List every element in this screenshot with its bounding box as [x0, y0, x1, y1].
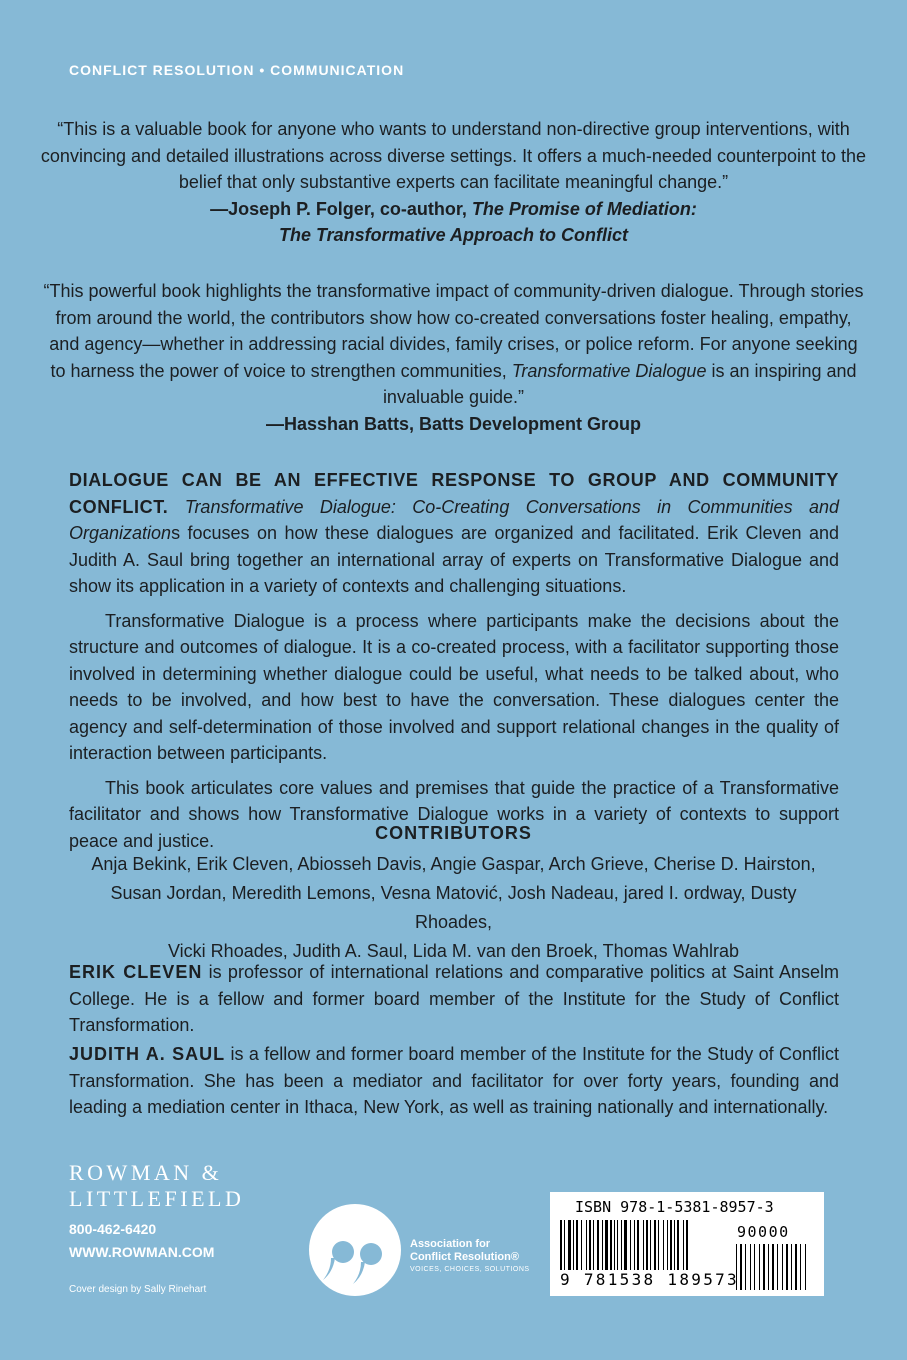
- endorsement-quote-1: [40, 116, 867, 249]
- author-bio-text-saul: is a fellow and former board member of the Institute for the Study of Conflict Transformation. She has been a mediator and facilitator for over forty years, founding and leading a mediation center in Ithaca, New York, as well as training nationally and internationally.: [69, 1044, 839, 1117]
- barcode-bar: [683, 1220, 684, 1270]
- publisher-phone: 800-462-6420: [69, 1221, 157, 1237]
- description-paragraph-2: Transformative Dialogue is a process where participants make the decisions about the structure and outcomes of dialogue. It is a co-created process, with a facilitator supporting those involved in determining whether dialogue could be useful, what needs to be talked about, who needs to be involved, and how best to have the conversation. These dialogues center the agency and self-determination of those involved and support relational changes in the quality of interaction between participants.: [69, 610, 839, 763]
- author-name-saul: JUDITH A. SAUL: [69, 1044, 226, 1064]
- cover-design-credit: Cover design by Sally Rinehart: [69, 1284, 207, 1295]
- barcode-bar: [610, 1220, 612, 1270]
- barcode-bar: [637, 1220, 639, 1270]
- addon-barcode-bar: [754, 1244, 755, 1290]
- publisher-name-line-1: ROWMAN &: [69, 1160, 223, 1185]
- addon-barcode-bar: [786, 1244, 788, 1290]
- barcode-addon-digits: 90000: [737, 1223, 790, 1241]
- quote-1-book-title-2: The Transformative Approach to Conflict: [278, 225, 629, 245]
- addon-barcode-bar: [777, 1244, 778, 1290]
- barcode-bar: [568, 1220, 571, 1270]
- barcode-bar: [643, 1220, 644, 1270]
- addon-barcode-bar: [805, 1244, 806, 1290]
- barcode-bar: [630, 1220, 631, 1270]
- barcode-bar: [593, 1220, 594, 1270]
- barcode-bar: [617, 1220, 618, 1270]
- addon-barcode-bar: [740, 1244, 742, 1290]
- acr-swirl-icon: [305, 1200, 405, 1305]
- barcode-ean-digits: 9 781538 189573: [560, 1270, 739, 1289]
- barcode-bar: [646, 1220, 648, 1270]
- contributors-line-1: Anja Bekink, Erik Cleven, Abiosseh Davis, Angie Gaspar, Arch Grieve, Cherise D. Hairston,: [91, 854, 816, 874]
- publisher-logo: [69, 1160, 289, 1212]
- contributors-list: [70, 850, 837, 966]
- barcode-bar: [614, 1220, 615, 1270]
- quote-1-attribution: [210, 199, 697, 246]
- barcode-bar: [621, 1220, 622, 1270]
- author-name-cleven: ERIK CLEVEN: [69, 962, 203, 982]
- barcode-bar: [667, 1220, 668, 1270]
- quote-2-title: Transformative Dialogue: [511, 360, 707, 381]
- category-line: CONFLICT RESOLUTION • COMMUNICATION: [69, 62, 405, 78]
- book-description: [69, 467, 839, 854]
- quote-1-author: —Joseph P. Folger, co-author,: [210, 198, 472, 219]
- barcode-bar: [677, 1220, 679, 1270]
- quote-1-book-title-1: The Promise of Mediation:: [471, 198, 697, 219]
- quote-2-text-b: is an inspiring and invaluable guide.”: [382, 360, 857, 407]
- endorsement-quote-2: [40, 278, 867, 437]
- contributors-line-3: Vicki Rhoades, Judith A. Saul, Lida M. van den Broek, Thomas Wahlrab: [168, 941, 739, 961]
- addon-barcode-bar: [759, 1244, 760, 1290]
- barcode-bar: [674, 1220, 675, 1270]
- barcode-bar: [624, 1220, 627, 1270]
- barcode-bar: [658, 1220, 659, 1270]
- barcode-bar: [605, 1220, 608, 1270]
- barcode-bar: [650, 1220, 651, 1270]
- publisher-website: WWW.ROWMAN.COM: [69, 1244, 215, 1260]
- addon-barcode-bar: [772, 1244, 774, 1290]
- barcode-bar: [654, 1220, 656, 1270]
- addon-barcode-bar: [800, 1244, 801, 1290]
- barcode-bar: [564, 1220, 565, 1270]
- addon-barcode-bar: [750, 1244, 751, 1290]
- contributors-heading: CONTRIBUTORS: [375, 823, 532, 843]
- barcode-bar: [581, 1220, 582, 1270]
- addon-barcode-bar: [795, 1244, 797, 1290]
- quote-2-text-a: “This powerful book highlights the transformative impact of community-driven dialogue. Through stories from around the world, the contributors show how co-created conversations foster healing, empathy, and agency—whether in addressing racial divides, family crises, or police reform. For anyone seeking to harness the power of voice to strengthen communities,: [43, 281, 864, 381]
- barcode-bar: [576, 1220, 578, 1270]
- barcode-bar: [586, 1220, 587, 1270]
- barcode-bar: [670, 1220, 672, 1270]
- author-bio-saul: [69, 1041, 839, 1121]
- quote-1-text: “This is a valuable book for anyone who wants to understand non-directive group interventions, with convincing and detailed illustrations across diverse settings. It offers a much-needed counterpoint to the belief that only substantive experts can facilitate meaningful change.”: [40, 119, 867, 192]
- barcode-bar: [686, 1220, 688, 1270]
- barcode-bar: [573, 1220, 574, 1270]
- addon-barcode-bar: [782, 1244, 783, 1290]
- barcode-bar: [589, 1220, 591, 1270]
- barcode-bar: [597, 1220, 599, 1270]
- addon-barcode-bar: [768, 1244, 769, 1290]
- quote-2-attribution: —Hasshan Batts, Batts Development Group: [265, 413, 642, 434]
- description-lead: DIALOGUE CAN BE AN EFFECTIVE RESPONSE TO GROUP AND COMMUNITY CONFLICT.: [69, 470, 839, 517]
- isbn-label: ISBN 978-1-5381-8957-3: [575, 1198, 774, 1216]
- description-title: Transformative Dialogue: Co-Creating Conversations in Communities and Organization: [69, 496, 839, 543]
- publisher-name-line-2: LITTLEFIELD: [69, 1186, 245, 1211]
- acr-logo-text: [410, 1238, 530, 1273]
- author-bio-text-cleven: is professor of international relations and comparative politics at Saint Anselm College. He is a fellow and former board member of the Institute for the Study of Conflict Transformation.: [69, 962, 839, 1035]
- addon-barcode-bar: [763, 1244, 765, 1290]
- contributors-line-2: Susan Jordan, Meredith Lemons, Vesna Matović, Josh Nadeau, jared I. ordway, Dusty Rhoades,: [110, 883, 797, 932]
- description-paragraph-3: This book articulates core values and premises that guide the practice of a Transformative facilitator and shows how Transformative Dialogue works in a variety of contexts to support peace and justice.: [69, 777, 839, 851]
- description-p1-rest: s focuses on how these dialogues are organized and facilitated. Erik Cleven and Judith A. Saul bring together an international array of experts on Transformative Dialogue and show its application in a variety of contexts and challenging situations.: [69, 523, 839, 596]
- barcode-bar: [602, 1220, 603, 1270]
- barcode-bar: [663, 1220, 664, 1270]
- acr-tagline: VOICES, CHOICES, SOLUTIONS: [410, 1266, 530, 1273]
- acr-name-line-1: Association for: [410, 1238, 491, 1250]
- barcode-bar: [634, 1220, 635, 1270]
- author-bio-cleven: [69, 959, 839, 1039]
- barcode-bar: [560, 1220, 562, 1270]
- acr-name-line-2: Conflict Resolution®: [410, 1251, 519, 1263]
- addon-barcode-bar: [791, 1244, 792, 1290]
- addon-barcode-bar: [745, 1244, 746, 1290]
- description-paragraph-1: [69, 467, 839, 600]
